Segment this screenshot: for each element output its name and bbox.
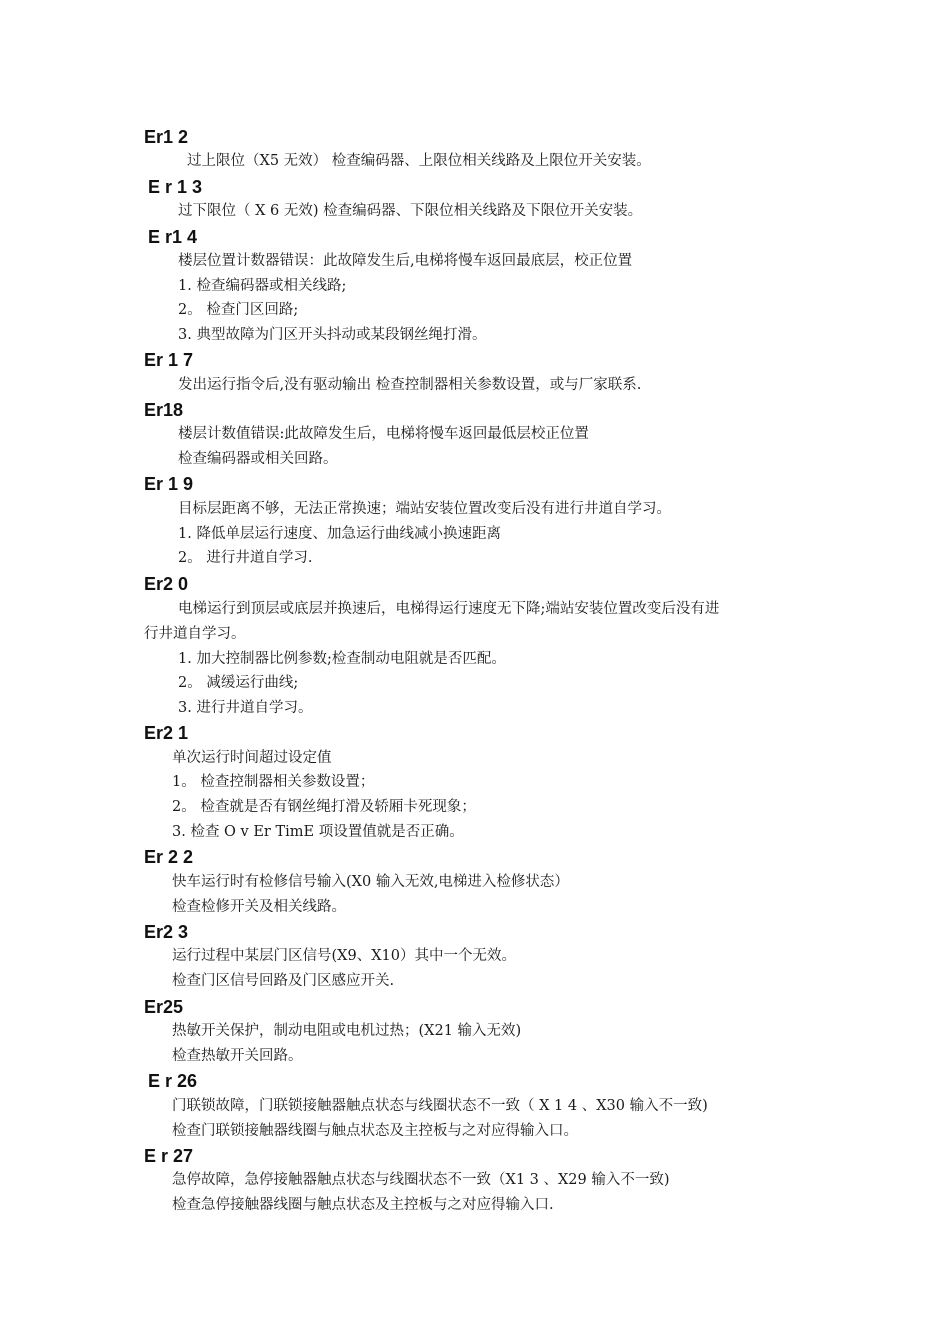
error-description: 楼层计数值错误:此故障发生后，电梯将慢车返回最低层校正位置 xyxy=(178,426,589,442)
error-code-heading: E r 1 3 xyxy=(148,177,203,197)
error-code-heading: Er2 1 xyxy=(144,723,189,743)
error-remedy-item: 3. 检查 O v Er TimE 项设置值就是否正确。 xyxy=(172,824,464,840)
error-code-heading: Er2 3 xyxy=(144,922,189,942)
error-description: 热敏开关保护，制动电阻或电机过热；(X21 输入无效) xyxy=(172,1023,522,1039)
error-description: 快车运行时有检修信号输入(X0 输入无效,电梯进入检修状态） xyxy=(172,874,569,890)
error-remedy-item: 1. 降低单层运行速度、加急运行曲线减小换速距离 xyxy=(178,526,501,542)
error-remedy-item: 2。 检查就是否有钢丝绳打滑及轿厢卡死现象； xyxy=(172,799,476,815)
error-description: 运行过程中某层门区信号(X9、X10）其中一个无效。 xyxy=(172,948,516,964)
error-remedy-item: 2。 检查门区回路; xyxy=(178,302,299,318)
error-description: 电梯运行到顶层或底层并换速后，电梯得运行速度无下降;端站安装位置改变后没有进 xyxy=(178,601,720,617)
error-code-heading: Er 2 2 xyxy=(144,847,194,867)
error-remedy-item: 3. 进行井道自学习。 xyxy=(178,700,313,716)
error-code-heading: Er 1 7 xyxy=(144,350,194,370)
error-description: 楼层位置计数器错误：此故障发生后,电梯将慢车返回最底层，校正位置 xyxy=(178,253,633,269)
error-description: 过下限位（ X 6 无效) 检查编码器、下限位相关线路及下限位开关安装。 xyxy=(178,203,643,219)
error-description: 单次运行时间超过设定值 xyxy=(172,750,332,766)
error-description-continued: 行井道自学习。 xyxy=(144,626,246,642)
error-description: 门联锁故障，门联锁接触器触点状态与线圈状态不一致（ X 1 4 、X30 输入不一致) xyxy=(172,1098,708,1114)
error-code-heading: E r1 4 xyxy=(148,227,198,247)
error-description: 急停故障，急停接触器触点状态与线圈状态不一致（X1 3 、X29 输入不一致) xyxy=(172,1172,670,1188)
error-code-heading: Er18 xyxy=(144,400,184,420)
error-remedy-item: 2。 进行井道自学习. xyxy=(178,550,313,566)
error-remedy-item: 检查急停接触器线圈与触点状态及主控板与之对应得输入口. xyxy=(172,1197,554,1213)
error-code-heading: Er1 2 xyxy=(144,127,189,147)
error-code-heading: Er2 0 xyxy=(144,574,189,594)
error-remedy-item: 3. 典型故障为门区开头抖动或某段钢丝绳打滑。 xyxy=(178,327,487,343)
error-remedy-item: 检查门区信号回路及门区感应开关. xyxy=(172,973,395,989)
error-remedy-item: 检查门联锁接触器线圈与触点状态及主控板与之对应得输入口。 xyxy=(172,1123,578,1139)
error-code-heading: Er 1 9 xyxy=(144,474,194,494)
error-remedy-item: 1. 加大控制器比例参数;检查制动电阻就是否匹配。 xyxy=(178,651,506,667)
error-remedy-item: 检查热敏开关回路。 xyxy=(172,1048,303,1064)
error-remedy-item: 1。 检查控制器相关参数设置； xyxy=(172,774,375,790)
error-remedy-item: 检查检修开关及相关线路。 xyxy=(172,899,346,915)
error-description: 过上限位（X5 无效） 检查编码器、上限位相关线路及上限位开关安装。 xyxy=(187,153,651,169)
error-code-heading: E r 26 xyxy=(148,1071,198,1091)
error-remedy-item: 2。 减缓运行曲线; xyxy=(178,675,299,691)
error-code-heading: E r 27 xyxy=(144,1146,194,1166)
error-remedy-item: 检查编码器或相关回路。 xyxy=(178,451,338,467)
error-description: 目标层距离不够，无法正常换速；端站安装位置改变后没有进行井道自学习。 xyxy=(178,501,671,517)
error-description: 发出运行指令后,没有驱动输出 检查控制器相关参数设置，或与厂家联系. xyxy=(178,377,642,393)
error-code-heading: Er25 xyxy=(144,997,184,1017)
error-remedy-item: 1. 检查编码器或相关线路; xyxy=(178,278,347,294)
